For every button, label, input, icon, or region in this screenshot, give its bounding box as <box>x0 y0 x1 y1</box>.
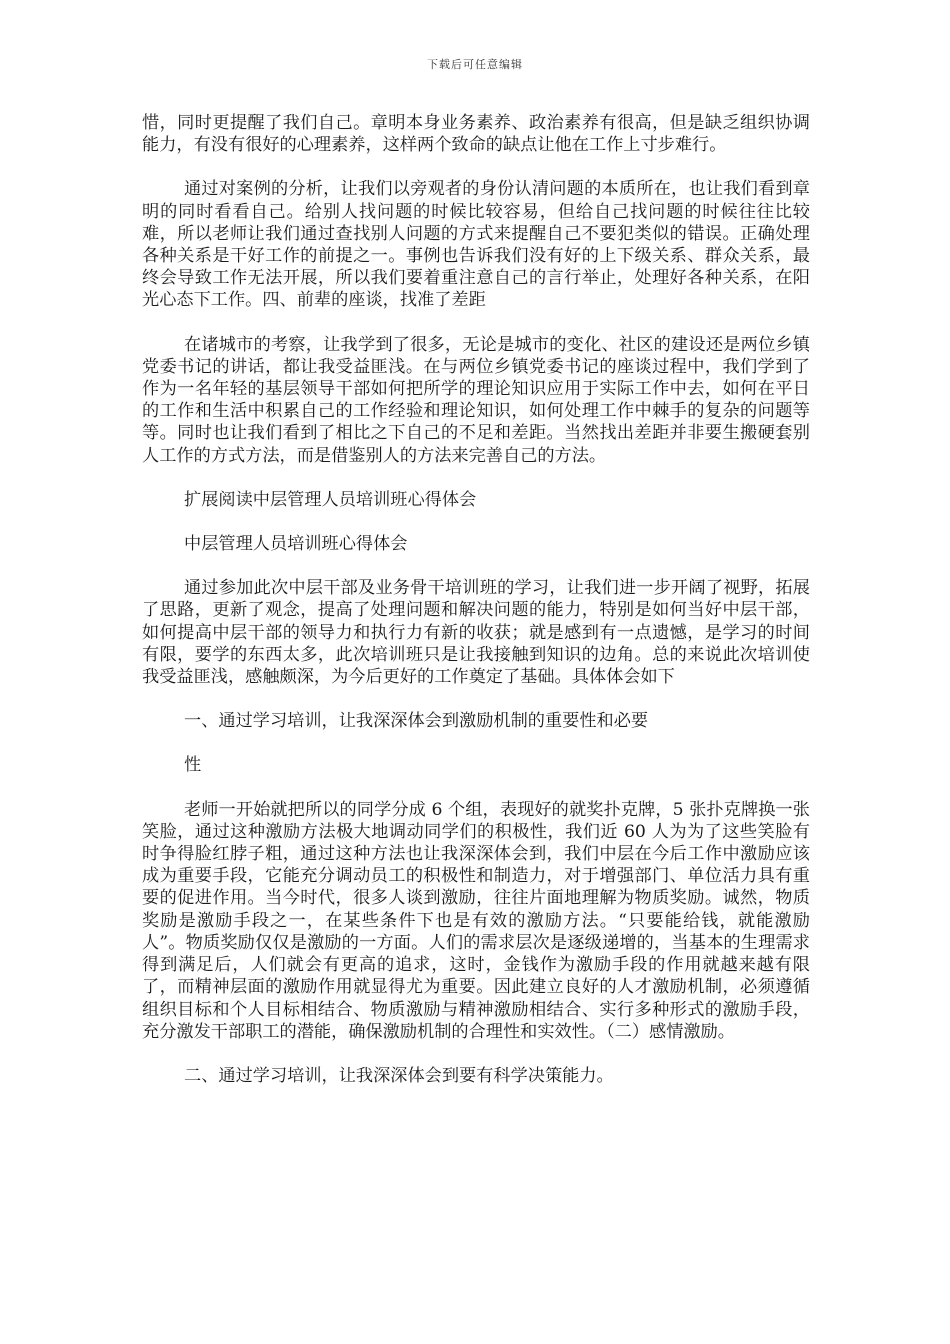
paragraph: 惜，同时更提醒了我们自己。章明本身业务素养、政治素养有很高，但是缺乏组织协调能力，有没有很好的心理素养，这样两个致命的缺点让他在工作上寸步难行。 <box>142 113 810 156</box>
document-body <box>142 112 810 1109</box>
page-header: 下载后可任意编辑 <box>427 58 523 71</box>
section-heading: 一、通过学习培训，让我深深体会到激励机制的重要性和必要 <box>184 711 649 732</box>
section-heading: 性 <box>184 755 202 776</box>
section-heading: 二、通过学习培训，让我深深体会到要有科学决策能力。 <box>184 1065 614 1086</box>
paragraph: 通过对案例的分析，让我们以旁观者的身份认清问题的本质所在，也让我们看到章明的同时看看自己。给别人找问题的时候比较容易，但给自己找问题的时候往往比较难，所以老师让我们通过查找别人问题的方式来提醒自己不要犯类似的错误。正确处理各种关系是干好工作的前提之一。事例也告诉我们没有好的上下级关系、群众关系，最终会导致工作无法开展，所以我们要着重注意自己的言行举止，处理好各种关系，在阳光心态下工作。四、前辈的座谈，找准了差距 <box>142 179 810 311</box>
section-heading: 扩展阅读中层管理人员培训班心得体会 <box>184 489 477 510</box>
paragraph: 在诸城市的考察，让我学到了很多，无论是城市的变化、社区的建设还是两位乡镇党委书记的讲话，都让我受益匪浅。在与两位乡镇党委书记的座谈过程中，我们学到了作为一名年轻的基层领导干部如何把所学的理论知识应用于实际工作中去，如何在平日的工作和生活中积累自己的工作经验和理论知识，如何处理工作中棘手的复杂的问题等等。同时也让我们看到了相比之下自己的不足和差距。当然找出差距并非要生搬硬套别人工作的方式方法，而是借鉴别人的方法来完善自己的方法。 <box>142 334 810 466</box>
paragraph: 老师一开始就把所以的同学分成 6 个组，表现好的就奖扑克牌，5 张扑克牌换一张笑脸，通过这种激励方法极大地调动同学们的积极性，我们近 60 人为为了这些笑脸有时争得脸红脖子粗，通过这种方法也让我深深体会到，我们中层在今后工作中激励应该成为重要手段，它能充分调动员工的积极性和制造力，对于增强部门、单位活力具有重要的促进作用。当今时代，很多人谈到激励，往往片面地理解为物质奖励。诚然，物质奖励是激励手段之一，在某些条件下也是有效的激励方法。“只要能给钱，就能激励人”。物质奖励仅仅是激励的一方面。人们的需求层次是逐级递增的，当基本的生理需求得到满足后，人们就会有更高的追求，这时，金钱作为激励手段的作用就越来越有限了，而精神层面的激励作用就显得尤为重要。因此建立良好的人才激励机制，必须遵循组织目标和个人目标相结合、物质激励与精神激励相结合、实行多种形式的激励手段，充分激发干部职工的潜能，确保激励机制的合理性和实效性。（二）感情激励。 <box>142 799 810 1042</box>
section-heading: 中层管理人员培训班心得体会 <box>184 534 408 555</box>
paragraph: 通过参加此次中层干部及业务骨干培训班的学习，让我们进一步开阔了视野，拓展了思路，更新了观念，提高了处理问题和解决问题的能力，特别是如何当好中层干部，如何提高中层干部的领导力和执行力有新的收获；就是感到有一点遗憾，是学习的时间有限，要学的东西太多，此次培训班只是让我接触到知识的边角。总的来说此次培训使我受益匪浅，感触颇深，为今后更好的工作奠定了基础。具体体会如下 <box>142 578 810 688</box>
